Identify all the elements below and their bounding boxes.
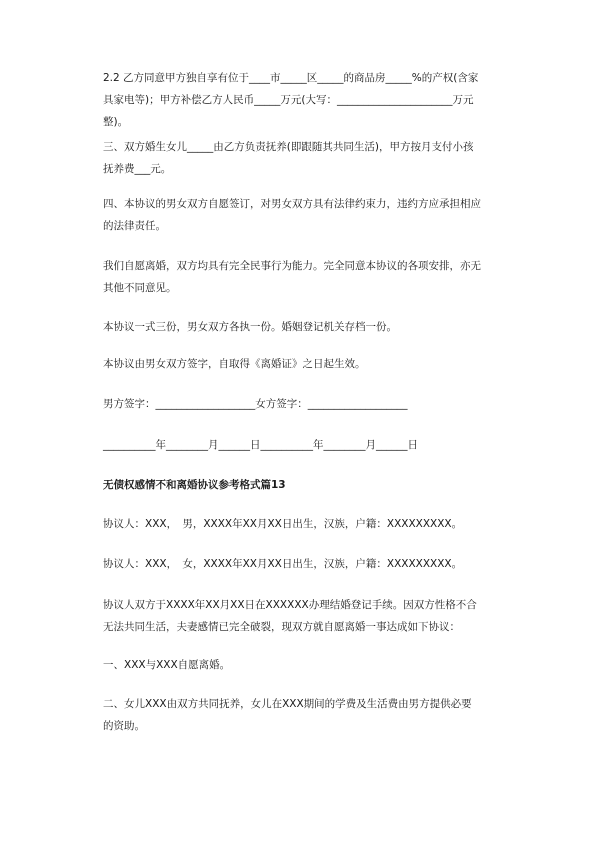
paragraph-copies: 本协议一式三份，男女双方各执一份。婚姻登记机关存档一份。 (103, 321, 397, 333)
party-female: 协议人：XXX， 女，XXXX年XX月XX日出生，汉族，户籍：XXXXXXXXX。 (103, 558, 463, 570)
paragraph-property-clause: 2.2 乙方同意甲方独自享有位于____市_____区_____的商品房_____%的产权(含家具家电等)；甲方补偿乙方人民币_____万元(大写：______________________万元整)。 (103, 72, 479, 128)
signature-line: 男方签字：___________________女方签字：___________________ (103, 398, 408, 410)
section-heading: 无债权感情不和离婚协议参考格式篇13 (103, 479, 286, 491)
clause-one: 一、XXX与XXX自愿离婚。 (103, 659, 231, 671)
paragraph-voluntary-divorce: 我们自愿离婚，双方均具有完全民事行为能力。完全同意本协议的各项安排，亦无其他不同意见。 (103, 260, 481, 294)
party-male: 协议人：XXX， 男，XXXX年XX月XX日出生，汉族，户籍：XXXXXXXXX。 (103, 518, 463, 530)
paragraph-marriage-registration: 协议人双方于XXXX年XX月XX日在XXXXXX办理结婚登记手续。因双方性格不合无法共同生活，夫妻感情已完全破裂，现双方就自愿离婚一事达成如下协议： (103, 599, 477, 633)
paragraph-effective: 本协议由男女双方签字，自取得《离婚证》之日起生效。 (103, 358, 366, 370)
paragraph-legal-binding: 四、本协议的男女双方自愿签订，对男女双方具有法律约束力，违约方应承担相应的法律责任。 (103, 198, 481, 232)
paragraph-child-custody: 三、双方婚生女儿_____由乙方负责抚养(即跟随其共同生活)，甲方按月支付小孩抚养费___元。 (103, 141, 474, 175)
date-line: __________年________月______日__________年________月______日 (103, 439, 418, 451)
clause-two: 二、女儿XXX由双方共同抚养，女儿在XXX期间的学费及生活费由男方提供必要的资助。 (103, 698, 472, 732)
